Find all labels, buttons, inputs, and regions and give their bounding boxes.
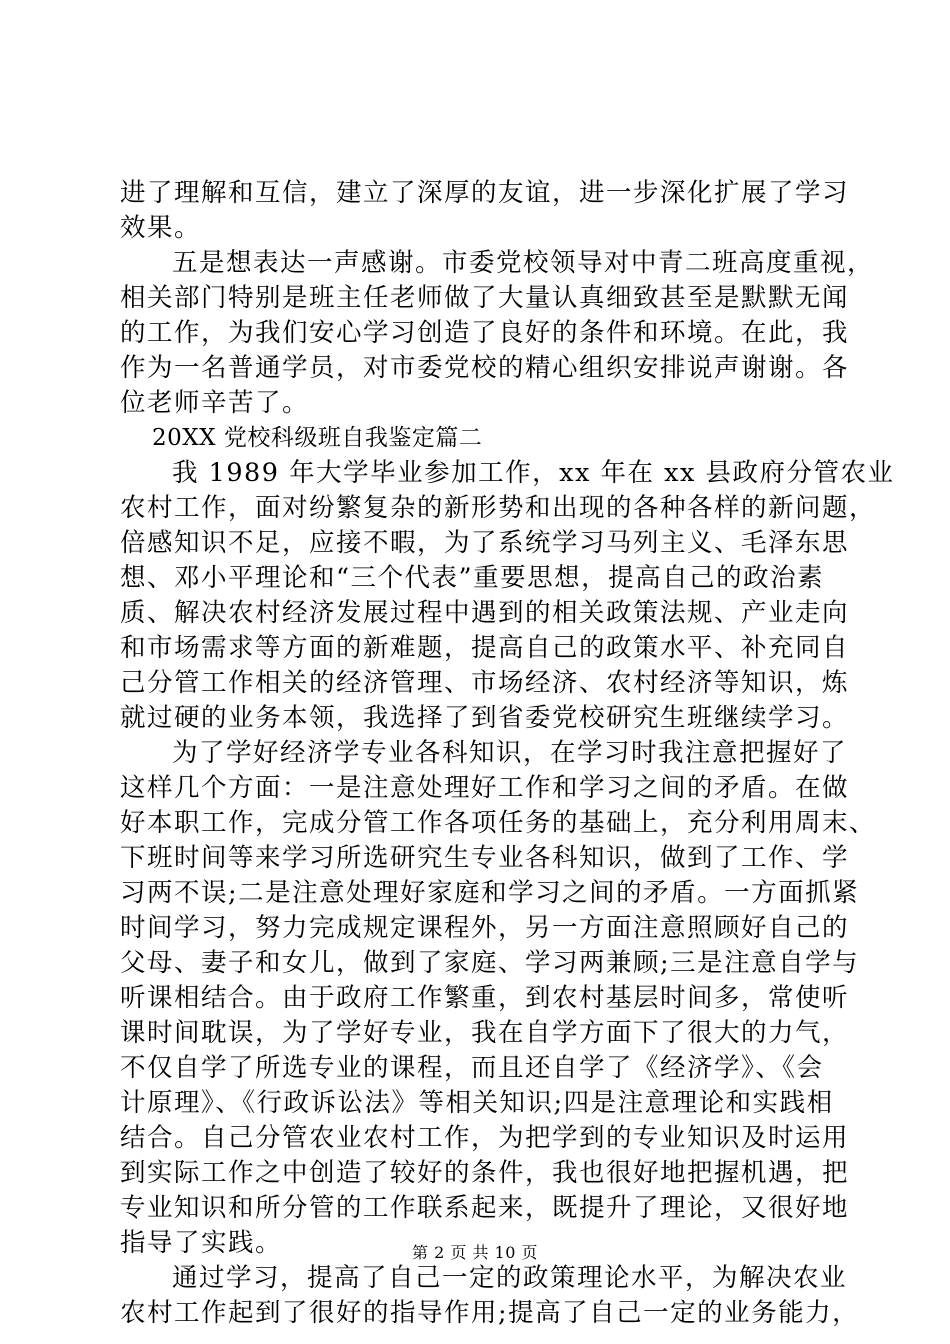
text-line: 听课相结合。由于政府工作繁重，到农村基层时间多，常使听: [120, 983, 850, 1013]
text-line: 质、解决农村经济发展过程中遇到的相关政策法规、产业走向: [120, 598, 850, 628]
text-line: 我 1989 年大学毕业参加工作，xx 年在 xx 县政府分管农业: [172, 458, 895, 488]
text-line: 效果。: [120, 213, 202, 243]
text-line: 不仅自学了所选专业的课程，而且还自学了《经济学》、《会: [120, 1053, 824, 1083]
text-line: 位老师辛苦了。: [120, 388, 310, 418]
text-line: 父母、妻子和女儿，做到了家庭、学习两兼顾;三是注意自学与: [120, 948, 860, 978]
page-footer: 第 2 页 共 10 页: [412, 1243, 538, 1262]
text-line: 就过硬的业务本领，我选择了到省委党校研究生班继续学习。: [120, 703, 850, 733]
section-heading: 20XX 党校科级班自我鉴定篇二: [152, 425, 483, 451]
document-body: [120, 176, 895, 1331]
text-line: 下班时间等来学习所选研究生专业各科知识，做到了工作、学: [120, 843, 850, 873]
text-line: 专业知识和所分管的工作联系起来，既提升了理论，又很好地: [120, 1193, 850, 1223]
text-line: 五是想表达一声感谢。市委党校领导对中青二班高度重视，: [172, 248, 875, 278]
text-line: 的工作，为我们安心学习创造了良好的条件和环境。在此，我: [120, 318, 850, 348]
text-line: 计原理》、《行政诉讼法》等相关知识;四是注意理论和实践相: [120, 1088, 834, 1118]
text-line: 作为一名普通学员，对市委党校的精心组织安排说声谢谢。各: [120, 353, 850, 383]
text-line: 习两不误;二是注意处理好家庭和学习之间的矛盾。一方面抓紧: [120, 878, 860, 908]
text-line: 指导了实践。: [120, 1228, 283, 1258]
text-line: 结合。自己分管农业农村工作，为把学到的专业知识及时运用: [120, 1123, 850, 1153]
text-line: 想、邓小平理论和“三个代表”重要思想，提高自己的政治素: [120, 563, 825, 593]
text-line: 己分管工作相关的经济管理、市场经济、农村经济等知识，炼: [120, 668, 850, 698]
text-line: 农村工作，面对纷繁复杂的新形势和出现的各种各样的新问题，: [120, 493, 877, 523]
text-line: 相关部门特别是班主任老师做了大量认真细致甚至是默默无闻: [120, 283, 850, 313]
text-line: 和市场需求等方面的新难题，提高自己的政策水平、补充同自: [120, 633, 850, 663]
text-line: 为了学好经济学专业各科知识，在学习时我注意把握好了: [172, 738, 848, 768]
text-line: 进了理解和互信，建立了深厚的友谊，进一步深化扩展了学习: [120, 178, 850, 208]
text-line: 到实际工作之中创造了较好的条件，我也很好地把握机遇，把: [120, 1158, 850, 1188]
text-line: 时间学习，努力完成规定课程外，另一方面注意照顾好自己的: [120, 913, 850, 943]
text-line: 好本职工作，完成分管工作各项任务的基础上，充分利用周末、: [120, 808, 877, 838]
text-line: 通过学习，提高了自己一定的政策理论水平，为解决农业: [172, 1263, 848, 1293]
text-line: 课时间耽误，为了学好专业，我在自学方面下了很大的力气，: [120, 1018, 850, 1048]
text-line: 这样几个方面：一是注意处理好工作和学习之间的矛盾。在做: [120, 773, 850, 803]
text-line: 农村工作起到了很好的指导作用;提高了自己一定的业务能力，: [120, 1298, 860, 1328]
text-line: 倍感知识不足，应接不暇，为了系统学习马列主义、毛泽东思: [120, 528, 850, 558]
